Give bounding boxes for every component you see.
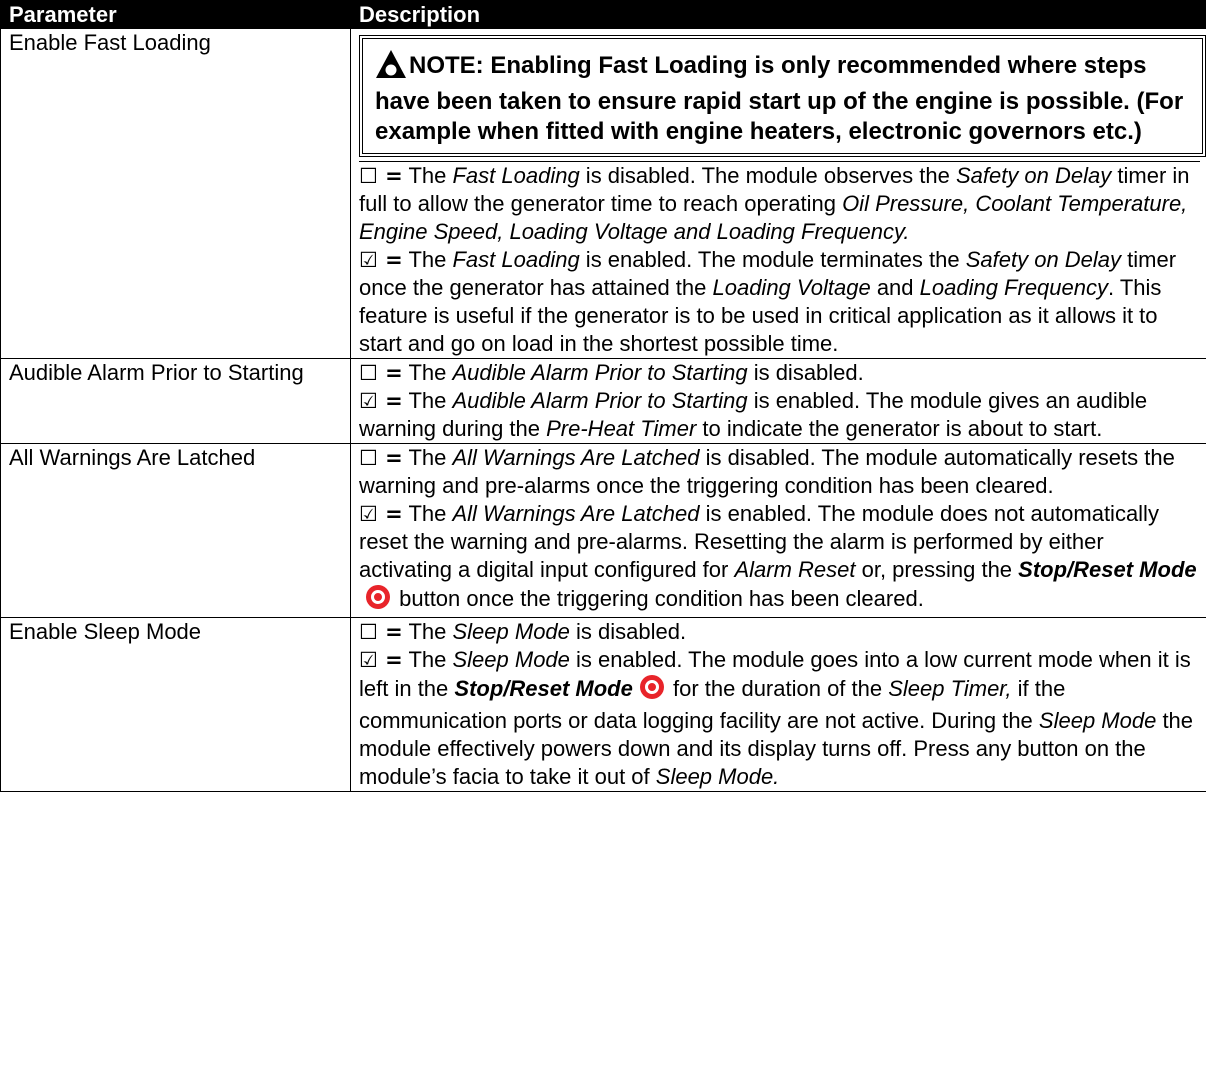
desc-enable-sleep-mode — [351, 618, 1206, 792]
table-row — [1, 618, 1206, 792]
text: is enabled. The module goes into a low current mode when it is left in the — [359, 647, 1191, 701]
stop-reset-icon — [639, 674, 665, 707]
note-box — [359, 35, 1206, 157]
text: The — [408, 388, 453, 413]
term: All Warnings Are Latched — [452, 501, 700, 526]
text: if the communication ports or data logging facility are not active. During the — [359, 676, 1066, 733]
option-enabled — [359, 246, 1200, 358]
term: Fast Loading — [452, 163, 580, 188]
table-header-row — [1, 1, 1206, 29]
term: Pre-Heat Timer — [546, 416, 697, 441]
text: for the duration of the — [666, 676, 889, 701]
term: Oil Pressure, Coolant Temperature, Engine Speed, Loading Voltage and Loading Frequency. — [359, 191, 1188, 244]
term: Sleep Timer, — [888, 676, 1012, 701]
text: and — [870, 275, 920, 300]
warning-triangle-icon — [375, 49, 407, 87]
term-bold: Stop/Reset Mode — [454, 676, 633, 701]
desc-enable-fast-loading — [351, 29, 1206, 359]
checkbox-unchecked-icon: ☐ = — [359, 446, 403, 470]
text: The — [408, 445, 453, 470]
option-disabled — [359, 162, 1200, 246]
option-disabled — [359, 444, 1200, 500]
stop-reset-icon — [365, 584, 391, 617]
text: is enabled. The module does not automatically reset the warning and pre-alarms. Resetting the alarm is performed by either activating a digital input configured for — [359, 501, 1159, 582]
term: Alarm Reset — [734, 557, 856, 582]
option-disabled — [359, 359, 1200, 387]
checkbox-checked-icon: ☑ = — [359, 389, 403, 413]
table-row — [1, 444, 1206, 618]
text: The — [408, 501, 453, 526]
checkbox-unchecked-icon: ☐ = — [359, 620, 403, 644]
text: is disabled. The module automatically resets the warning and pre-alarms once the triggering condition has been cleared. — [359, 445, 1175, 498]
option-disabled — [359, 618, 1200, 646]
term: Loading Voltage — [712, 275, 871, 300]
term: Safety on Delay — [965, 247, 1122, 272]
term: Audible Alarm Prior to Starting — [452, 388, 748, 413]
text: . This feature is useful if the generator is to be used in critical application as it allows it to start and go on load in the shortest possible time. — [359, 275, 1162, 356]
header-description: Description — [351, 1, 1206, 29]
term: All Warnings Are Latched — [452, 445, 700, 470]
text: button once the triggering condition has been cleared. — [393, 586, 924, 611]
desc-all-warnings-latched — [351, 444, 1206, 618]
text: is disabled. — [747, 360, 864, 385]
term: Sleep Mode — [452, 619, 570, 644]
param-all-warnings-latched: All Warnings Are Latched — [1, 444, 351, 618]
note-text: NOTE: Enabling Fast Loading is only recommended where steps have been taken to ensure rapid start up of the engine is possible. (For example when fitted with engine heaters, electronic governors etc.) — [375, 52, 1184, 145]
term-bold: Stop/Reset Mode — [1018, 557, 1197, 582]
option-enabled — [359, 387, 1200, 443]
param-enable-sleep-mode: Enable Sleep Mode — [1, 618, 351, 792]
table-row — [1, 29, 1206, 359]
option-enabled — [359, 646, 1200, 791]
term: Sleep Mode. — [655, 764, 780, 789]
param-audible-alarm: Audible Alarm Prior to Starting — [1, 359, 351, 444]
option-enabled — [359, 500, 1200, 617]
checkbox-unchecked-icon: ☐ = — [359, 361, 403, 385]
text: the module effectively powers down and its display turns off. Press any button on the module’s facia to take it out of — [359, 708, 1194, 789]
term: Sleep Mode — [1038, 708, 1157, 733]
term: Safety on Delay — [955, 163, 1112, 188]
checkbox-unchecked-icon: ☐ = — [359, 164, 403, 188]
text: is enabled. The module terminates the — [579, 247, 966, 272]
text: timer in full to allow the generator time to reach operating — [359, 163, 1190, 216]
param-enable-fast-loading: Enable Fast Loading — [1, 29, 351, 359]
text: The — [408, 647, 453, 672]
text: The — [408, 247, 453, 272]
text: or, pressing the — [855, 557, 1019, 582]
checkbox-checked-icon: ☑ = — [359, 502, 403, 526]
text: The — [408, 360, 453, 385]
text: timer once the generator has attained the — [359, 247, 1177, 300]
header-parameter: Parameter — [1, 1, 351, 29]
text: is enabled. The module gives an audible warning during the — [359, 388, 1148, 441]
text: The — [408, 163, 453, 188]
text: The — [408, 619, 453, 644]
term: Audible Alarm Prior to Starting — [452, 360, 748, 385]
desc-audible-alarm — [351, 359, 1206, 444]
term: Fast Loading — [452, 247, 580, 272]
term: Loading Frequency — [919, 275, 1108, 300]
checkbox-checked-icon: ☑ = — [359, 648, 403, 672]
checkbox-checked-icon: ☑ = — [359, 248, 403, 272]
text: to indicate the generator is about to start. — [696, 416, 1103, 441]
text: is disabled. The module observes the — [579, 163, 956, 188]
term: Sleep Mode — [452, 647, 570, 672]
text: is disabled. — [569, 619, 687, 644]
table-row — [1, 359, 1206, 444]
note-container — [359, 29, 1200, 162]
